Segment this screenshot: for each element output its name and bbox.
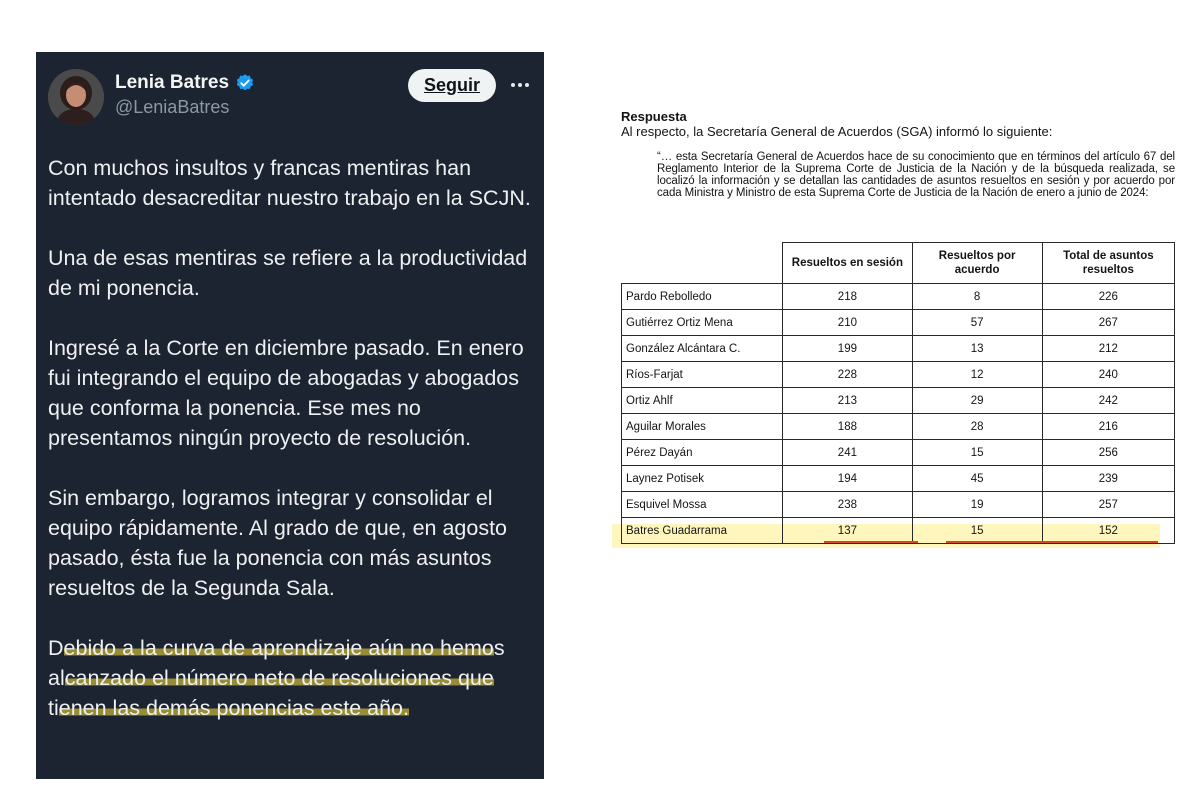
table-row	[622, 466, 1175, 492]
tweet-paragraph: Sin embargo, logramos integrar y consolidar el equipo rápidamente. Al grado de que, en agosto pasado, ésta fue la ponencia con más asuntos resueltos de la Segunda Sala.	[48, 486, 508, 600]
tweet-paragraph-highlighted: Debido a la curva de aprendizaje aún no hemos alcanzado el número neto de resoluciones que tienen las demás ponencias este año.	[48, 636, 505, 720]
header-sesion: Resueltos en sesión	[783, 243, 912, 284]
underline-mark	[946, 541, 1158, 543]
minister-name: Pérez Dayán	[622, 440, 783, 466]
sesion-value: 199	[783, 336, 912, 362]
sesion-value: 238	[783, 492, 912, 518]
table-row	[622, 362, 1175, 388]
sesion-value: 188	[783, 414, 912, 440]
table-row	[622, 414, 1175, 440]
acuerdo-value: 15	[912, 518, 1042, 544]
tweet-text	[48, 153, 542, 723]
minister-name: Gutiérrez Ortiz Mena	[622, 310, 783, 336]
underline-mark	[824, 541, 918, 543]
sesion-value: 210	[783, 310, 912, 336]
acuerdo-value: 28	[912, 414, 1042, 440]
total-value: 216	[1042, 414, 1174, 440]
sesion-value: 228	[783, 362, 912, 388]
acuerdo-value: 45	[912, 466, 1042, 492]
verified-badge-icon	[235, 73, 255, 93]
table-row	[622, 310, 1175, 336]
tweet-paragraph: Con muchos insultos y francas mentiras han intentado desacreditar nuestro trabajo en la SCJN.	[48, 156, 531, 210]
header-blank	[622, 243, 783, 284]
acuerdo-value: 12	[912, 362, 1042, 388]
tweet-paragraph: Una de esas mentiras se refiere a la productividad de mi ponencia.	[48, 246, 528, 300]
total-value: 256	[1042, 440, 1174, 466]
table-row	[622, 388, 1175, 414]
follow-button[interactable]: Seguir	[408, 69, 496, 102]
sesion-value: 194	[783, 466, 912, 492]
minister-name: Laynez Potisek	[622, 466, 783, 492]
acuerdo-value: 29	[912, 388, 1042, 414]
sesion-value: 137	[783, 518, 912, 544]
author-name-text[interactable]: Lenia Batres	[115, 72, 230, 93]
table-header-row	[622, 243, 1175, 284]
table-row-highlighted	[622, 518, 1175, 544]
total-value: 242	[1042, 388, 1174, 414]
total-value: 152	[1042, 518, 1174, 544]
acuerdo-value: 19	[912, 492, 1042, 518]
response-heading: Respuesta	[621, 109, 687, 124]
total-value: 226	[1042, 284, 1174, 310]
acuerdo-value: 13	[912, 336, 1042, 362]
total-value: 257	[1042, 492, 1174, 518]
highlight-mark: canzado el número neto de resoluciones que	[64, 666, 494, 690]
table-row	[622, 336, 1175, 362]
header-total: Total de asuntos resueltos	[1042, 243, 1174, 284]
document-excerpt	[621, 109, 1177, 199]
total-value: 240	[1042, 362, 1174, 388]
author-name[interactable]	[115, 72, 255, 94]
table-row	[622, 440, 1175, 466]
minister-name: Ortiz Ahlf	[622, 388, 783, 414]
sesion-value: 213	[783, 388, 912, 414]
acuerdo-value: 57	[912, 310, 1042, 336]
sesion-value: 241	[783, 440, 912, 466]
tweet-card	[36, 52, 544, 779]
minister-name: Aguilar Morales	[622, 414, 783, 440]
minister-name: Ríos-Farjat	[622, 362, 783, 388]
response-quote: “… esta Secretaría General de Acuerdos hace de su conocimiento que en términos del artículo 67 del Reglamento Interior de la Suprema Corte de Justicia de la Nación y de la búsqueda realizada, se localizó la información y se detallan las cantidades de asuntos resueltos en sesión y por acuerdo por cada Ministra y Ministro de esta Suprema Corte de Justicia de la Nación de enero a junio de 2024:	[657, 151, 1175, 199]
total-value: 267	[1042, 310, 1174, 336]
table-row	[622, 284, 1175, 310]
total-value: 212	[1042, 336, 1174, 362]
response-intro: Al respecto, la Secretaría General de Acuerdos (SGA) informó lo siguiente:	[621, 124, 1053, 139]
avatar[interactable]	[48, 69, 104, 125]
sesion-value: 218	[783, 284, 912, 310]
more-options-icon[interactable]	[506, 70, 534, 100]
minister-name: González Alcántara C.	[622, 336, 783, 362]
avatar-photo-icon	[48, 69, 104, 125]
header-acuerdo: Resueltos por acuerdo	[912, 243, 1042, 284]
table-row	[622, 492, 1175, 518]
results-table	[621, 242, 1175, 544]
highlight-mark: enen las demás ponencias este año.	[58, 696, 409, 720]
acuerdo-value: 15	[912, 440, 1042, 466]
highlight-mark: ebido a la curva de aprendizaje aún no hemo	[63, 636, 494, 660]
minister-name: Esquivel Mossa	[622, 492, 783, 518]
tweet-paragraph: Ingresé a la Corte en diciembre pasado. En enero fui integrando el equipo de abogadas y abogados que conforma la ponencia. Ese mes no presentamos ningún proyecto de resolución.	[48, 336, 524, 450]
total-value: 239	[1042, 466, 1174, 492]
minister-name: Pardo Rebolledo	[622, 284, 783, 310]
minister-name: Batres Guadarrama	[622, 518, 783, 544]
acuerdo-value: 8	[912, 284, 1042, 310]
author-handle[interactable]: @LeniaBatres	[115, 97, 230, 117]
